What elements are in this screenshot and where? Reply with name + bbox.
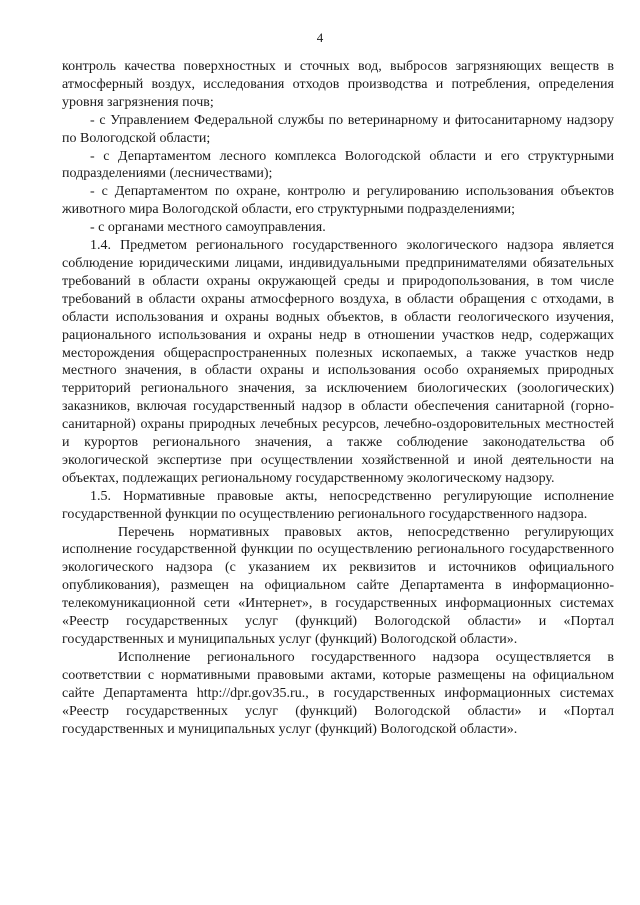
paragraph-legal-acts-list: Перечень нормативных правовых актов, непосредственно регулирующих исполнение государственной функции по осуществлению регионального государственного экологического надзора (с указанием их реквизитов и источников официального опубликования), размещен на официальном сайте Департамента в информационно-телекомуникационной сети «Интернет», в государственных информационных системах «Реестр государственных услуг (функций) Вологодской области» и «Портал государственных и муниципальных услуг (функций) Вологодской области».: [62, 524, 614, 647]
paragraph-local-government: - с органами местного самоуправления.: [90, 220, 326, 236]
paragraph-section-1-4: 1.4. Предметом регионального государственного экологического надзора является соблюдение юридическими лицами, индивидуальными предпринимателями обязательных требований в области охраны окружающей среды и природопользования, в том числе требований в области охраны атмосферного воздуха, в области обращения с отходами, в области использования и охраны водных объектов, в области геологического изучения, рационального использования и охраны недр в отношении участков недр, содержащих месторождения общераспространенных полезных ископаемых, а также участков недр местного значения, в области охраны и использования особо охраняемых природных территорий регионального значения, за исключением биологических (зоологических) заказников, включая государственный надзор в области обеспечения санитарной (горно-санитарной) охраны природных лечебных ресурсов, лечебно-оздоровительных местностей и курортов регионального значения, а также соблюдение законодательства об экологической экспертизе при осуществлении хозяйственной и иной деятельности на объектах, подлежащих региональному государственному экологическому надзору.: [62, 238, 614, 486]
paragraph-wildlife-department: - с Департаментом по охране, контролю и регулированию использования объектов животного мира Вологодской области, его структурными подразделениями;: [62, 184, 614, 218]
paragraph-supervision-execution: Исполнение регионального государственного надзора осуществляется в соответствии с нормативными правовыми актами, которые размещены на официальном сайте Департамента http://dpr.gov35.ru., в государственных информационных системах «Реестр государственных услуг (функций) Вологодской области» и «Портал государственных и муниципальных услуг (функций) Вологодской области».: [62, 649, 614, 737]
paragraph-section-1-5: 1.5. Нормативные правовые акты, непосредственно регулирующие исполнение государственной функции по осуществлению регионального государственного надзора.: [62, 488, 614, 522]
paragraph-monitoring-continuation: контроль качества поверхностных и сточных вод, выбросов загрязняющих веществ в атмосферный воздух, исследования отходов производства и потребления, определения уровня загрязнения почв;: [62, 59, 614, 110]
document-body: [62, 58, 614, 738]
paragraph-forest-department: - с Департаментом лесного комплекса Вологодской области и его структурными подразделениями (лесничествами);: [62, 148, 614, 182]
page-number: 4: [316, 30, 324, 45]
paragraph-veterinary-service: - с Управлением Федеральной службы по ветеринарному и фитосанитарному надзору по Вологодской области;: [62, 112, 614, 146]
